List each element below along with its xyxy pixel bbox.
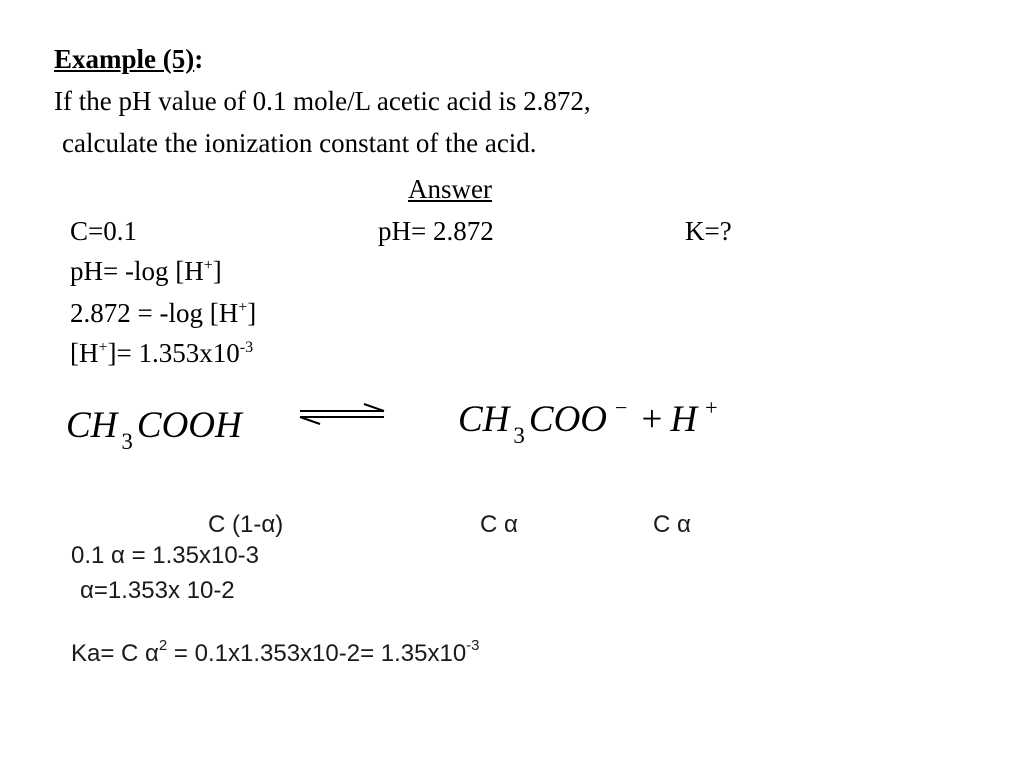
product-formula: CH $_3$ COO − + H + [458,395,718,448]
ph-definition: pH= -log [H+] [70,256,222,286]
ph-substitution: 2.872 = -log [H+] [70,298,257,328]
ka-result: Ka= C $\alpha^2 = 0.1x1.353x10-2= 1.35x10^{-3}$ [71,637,480,667]
reactant-concentration: C (1-α) [208,511,284,538]
question-line-1: If the pH value of 0.1 mole/L acetic acid is 2.872, [54,86,591,116]
question-line-2: calculate the ionization constant of the acid. [62,128,537,158]
reactant-formula: CH $_3$ COOH [66,405,242,454]
example-title: Example (5): [54,44,204,74]
given-ph: pH= 2.872 [378,216,494,246]
alpha-equation: 0.1 α = 1.35x10-3 [71,542,260,569]
acetate-concentration: C α [480,511,518,538]
unknown-k: K=? [685,216,732,246]
equilibrium-arrow-icon [298,400,390,428]
given-concentration: C=0.1 [70,216,137,246]
proton-concentration: C α [653,511,691,538]
answer-heading: Answer [408,174,492,204]
hydrogen-concentration: $[H^+]= 1.353x10^{-3}$ [70,338,254,368]
alpha-value: α=1.353x 10-2 [80,577,235,604]
